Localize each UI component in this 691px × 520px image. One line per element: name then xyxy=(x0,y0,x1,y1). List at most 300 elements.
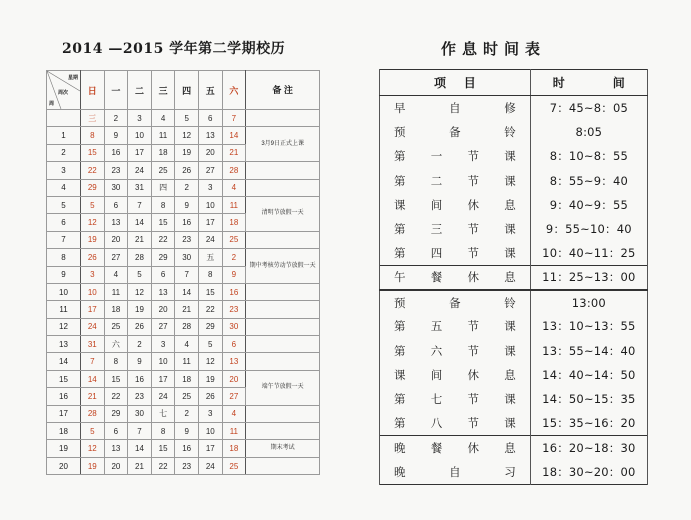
day-cell: 9 xyxy=(128,353,152,370)
day-cell: 26 xyxy=(128,318,152,335)
timetable-time-cell: 14：40~14：50 xyxy=(530,363,647,387)
day-cell: 5 xyxy=(128,266,152,283)
item-char: 节 xyxy=(467,222,479,237)
day-cell: 20 xyxy=(222,370,246,387)
day-cell: 13 xyxy=(198,127,222,144)
day-cell: 10 xyxy=(198,196,222,213)
item-char: 自 xyxy=(449,464,461,479)
timetable-body xyxy=(380,96,648,485)
item-char: 课 xyxy=(504,416,516,431)
timetable-item-cell xyxy=(380,120,531,144)
day-cell: 4 xyxy=(104,266,128,283)
timetable-time-cell: 13:00 xyxy=(530,290,647,314)
item-char: 息 xyxy=(504,441,516,456)
item-char: 预 xyxy=(394,295,406,310)
day-cell: 四 xyxy=(151,179,175,196)
timetable-item-cell xyxy=(380,144,531,168)
day-cell: 18 xyxy=(175,370,199,387)
calendar-row xyxy=(47,127,320,144)
day-cell: 29 xyxy=(198,318,222,335)
week-number-cell: 20 xyxy=(47,457,81,474)
calendar-row xyxy=(47,353,320,370)
day-cell: 9 xyxy=(222,266,246,283)
timetable-row xyxy=(380,436,648,460)
day-cell: 21 xyxy=(81,388,105,405)
day-cell: 20 xyxy=(198,144,222,161)
header-thursday: 四 xyxy=(175,71,199,110)
item-char: 节 xyxy=(467,416,479,431)
day-cell: 23 xyxy=(222,301,246,318)
timetable-row xyxy=(380,266,648,290)
item-char: 休 xyxy=(467,367,479,382)
day-cell: 23 xyxy=(128,388,152,405)
day-cell: 11 xyxy=(151,127,175,144)
header-saturday: 六 xyxy=(222,71,246,110)
day-cell: 30 xyxy=(128,405,152,422)
week-number-cell: 1 xyxy=(47,127,81,144)
day-cell: 22 xyxy=(198,301,222,318)
header-monday: 一 xyxy=(104,71,128,110)
day-cell: 6 xyxy=(198,110,222,127)
week-number-cell: 3 xyxy=(47,162,81,179)
week-number-cell: 11 xyxy=(47,301,81,318)
day-cell: 26 xyxy=(198,388,222,405)
timetable-time-cell: 8：55~9：40 xyxy=(530,168,647,192)
day-cell: 25 xyxy=(175,388,199,405)
item-char: 息 xyxy=(504,197,516,212)
day-cell: 7 xyxy=(222,110,246,127)
week-number-cell: 17 xyxy=(47,405,81,422)
item-char: 第 xyxy=(394,392,406,407)
item-char: 午 xyxy=(394,270,406,285)
day-cell: 28 xyxy=(175,318,199,335)
school-calendar-table xyxy=(46,70,320,475)
timetable-header-row xyxy=(380,70,648,96)
timetable-item-cell xyxy=(380,436,531,460)
header-time xyxy=(530,70,647,96)
day-cell: 13 xyxy=(151,283,175,300)
day-cell: 25 xyxy=(222,457,246,474)
note-cell xyxy=(246,318,320,335)
timetable-time-cell: 7：45~8：05 xyxy=(530,96,647,120)
note-cell xyxy=(246,405,320,422)
day-cell: 19 xyxy=(175,144,199,161)
day-cell: 五 xyxy=(198,249,222,266)
day-cell: 六 xyxy=(104,336,128,353)
timetable-item-cell xyxy=(380,217,531,241)
day-cell: 2 xyxy=(104,110,128,127)
day-cell: 11 xyxy=(104,283,128,300)
week-number-cell: 12 xyxy=(47,318,81,335)
timetable-item-cell xyxy=(380,193,531,217)
item-char: 休 xyxy=(467,441,479,456)
day-cell: 15 xyxy=(151,440,175,457)
day-cell: 24 xyxy=(128,162,152,179)
item-char: 二 xyxy=(430,173,443,188)
header-item-char: 目 xyxy=(463,76,476,90)
day-cell: 24 xyxy=(151,388,175,405)
item-char: 课 xyxy=(504,222,516,237)
day-cell: 2 xyxy=(175,405,199,422)
header-time-char: 间 xyxy=(612,76,625,90)
day-cell: 三 xyxy=(81,110,105,127)
day-cell: 22 xyxy=(104,388,128,405)
day-cell: 4 xyxy=(222,405,246,422)
timetable-row xyxy=(380,338,648,362)
item-char: 预 xyxy=(394,124,406,139)
week-number-cell: 7 xyxy=(47,231,81,248)
day-cell: 27 xyxy=(222,388,246,405)
timetable-row xyxy=(380,241,648,265)
day-cell: 27 xyxy=(198,162,222,179)
item-char: 餐 xyxy=(430,441,443,456)
day-cell: 11 xyxy=(175,353,199,370)
item-char: 铃 xyxy=(504,124,516,139)
day-cell: 13 xyxy=(222,353,246,370)
day-cell: 29 xyxy=(104,405,128,422)
day-cell: 6 xyxy=(151,266,175,283)
item-char: 课 xyxy=(504,392,516,407)
calendar-row xyxy=(47,179,320,196)
week-number-cell: 5 xyxy=(47,196,81,213)
timetable-time-cell: 13：10~13：55 xyxy=(530,314,647,338)
timetable-item-cell xyxy=(380,363,531,387)
item-char: 晚 xyxy=(394,441,406,456)
day-cell: 25 xyxy=(222,231,246,248)
item-char: 餐 xyxy=(430,270,443,285)
calendar-row xyxy=(47,110,320,127)
note-cell xyxy=(246,162,320,179)
timetable-row xyxy=(380,411,648,435)
day-cell: 26 xyxy=(175,162,199,179)
day-cell: 17 xyxy=(128,144,152,161)
day-cell: 21 xyxy=(175,301,199,318)
day-cell: 10 xyxy=(81,283,105,300)
item-char: 课 xyxy=(504,319,516,334)
item-char: 息 xyxy=(504,270,516,285)
day-cell: 8 xyxy=(151,196,175,213)
day-cell: 12 xyxy=(175,127,199,144)
day-cell: 18 xyxy=(104,301,128,318)
note-cell xyxy=(246,231,320,248)
timetable-row xyxy=(380,193,648,217)
day-cell: 21 xyxy=(128,457,152,474)
timetable-row xyxy=(380,314,648,338)
note-cell xyxy=(246,283,320,300)
calendar-row xyxy=(47,457,320,474)
note-cell xyxy=(246,179,320,196)
day-cell: 7 xyxy=(175,266,199,283)
day-cell: 14 xyxy=(128,440,152,457)
day-cell: 3 xyxy=(198,405,222,422)
day-cell: 9 xyxy=(104,127,128,144)
note-cell: 清明节放假一天 xyxy=(246,196,320,231)
header-item xyxy=(380,70,531,96)
item-char: 节 xyxy=(467,173,479,188)
day-cell: 18 xyxy=(151,144,175,161)
week-number-cell: 19 xyxy=(47,440,81,457)
calendar-row xyxy=(47,283,320,300)
item-char: 节 xyxy=(467,246,479,261)
day-cell: 31 xyxy=(128,179,152,196)
day-cell: 14 xyxy=(81,370,105,387)
day-cell: 16 xyxy=(222,283,246,300)
day-cell: 3 xyxy=(128,110,152,127)
day-cell: 23 xyxy=(175,457,199,474)
week-number-cell: 8 xyxy=(47,249,81,266)
item-char: 间 xyxy=(430,367,443,382)
timetable-row xyxy=(380,217,648,241)
timetable-row xyxy=(380,387,648,411)
day-cell: 22 xyxy=(151,457,175,474)
day-cell: 14 xyxy=(175,283,199,300)
note-cell xyxy=(246,336,320,353)
timetable-time-cell: 8：10~8：55 xyxy=(530,144,647,168)
item-char: 休 xyxy=(467,197,479,212)
item-char: 节 xyxy=(467,319,479,334)
day-cell: 七 xyxy=(151,405,175,422)
day-cell: 14 xyxy=(222,127,246,144)
timetable-row xyxy=(380,144,648,168)
day-cell: 24 xyxy=(198,457,222,474)
day-cell: 28 xyxy=(128,249,152,266)
week-number-cell: 4 xyxy=(47,179,81,196)
timetable-time-cell: 9：55~10：40 xyxy=(530,217,647,241)
day-cell: 28 xyxy=(81,405,105,422)
timetable-item-cell xyxy=(380,460,531,484)
day-cell: 5 xyxy=(198,336,222,353)
day-cell: 25 xyxy=(151,162,175,179)
day-cell: 2 xyxy=(222,249,246,266)
day-cell: 13 xyxy=(104,214,128,231)
day-cell: 29 xyxy=(81,179,105,196)
header-time-char: 时 xyxy=(552,76,565,90)
calendar-row xyxy=(47,370,320,387)
item-char: 铃 xyxy=(504,295,516,310)
day-cell: 11 xyxy=(222,423,246,440)
week-number-cell: 16 xyxy=(47,388,81,405)
day-cell: 5 xyxy=(81,423,105,440)
calendar-row xyxy=(47,440,320,457)
calendar-row xyxy=(47,249,320,266)
timetable-time-cell: 13：55~14：40 xyxy=(530,338,647,362)
week-number-cell: 9 xyxy=(47,266,81,283)
day-cell: 17 xyxy=(198,214,222,231)
header-sunday: 日 xyxy=(81,71,105,110)
day-cell: 12 xyxy=(198,353,222,370)
calendar-body xyxy=(47,110,320,475)
day-cell: 4 xyxy=(175,336,199,353)
timetable-title: 作息时间表 xyxy=(441,40,547,58)
header-item-char: 项 xyxy=(434,76,447,90)
day-cell: 12 xyxy=(81,214,105,231)
item-char: 节 xyxy=(467,343,479,358)
day-cell: 8 xyxy=(151,423,175,440)
item-char: 备 xyxy=(449,124,461,139)
day-cell: 6 xyxy=(104,196,128,213)
week-number-cell: 10 xyxy=(47,283,81,300)
timetable-item-cell xyxy=(380,290,531,314)
item-char: 节 xyxy=(467,392,479,407)
item-char: 课 xyxy=(394,367,406,382)
day-cell: 6 xyxy=(104,423,128,440)
item-char: 第 xyxy=(394,416,406,431)
note-cell xyxy=(246,457,320,474)
item-char: 六 xyxy=(430,343,443,358)
day-cell: 31 xyxy=(81,336,105,353)
day-cell: 30 xyxy=(222,318,246,335)
timetable-item-cell xyxy=(380,96,531,120)
day-cell: 27 xyxy=(104,249,128,266)
day-cell: 9 xyxy=(175,196,199,213)
day-cell: 13 xyxy=(104,440,128,457)
timetable-row xyxy=(380,96,648,120)
day-cell: 24 xyxy=(81,318,105,335)
calendar-row xyxy=(47,301,320,318)
day-cell: 24 xyxy=(198,231,222,248)
item-char: 五 xyxy=(430,319,443,334)
calendar-row xyxy=(47,423,320,440)
timetable-time-cell: 8:05 xyxy=(530,120,647,144)
item-char: 第 xyxy=(394,246,406,261)
note-cell xyxy=(246,301,320,318)
timetable-time-cell: 18：30~20：00 xyxy=(530,460,647,484)
header-wednesday: 三 xyxy=(151,71,175,110)
day-cell: 5 xyxy=(175,110,199,127)
corner-label-weekday: 星期 xyxy=(67,75,78,81)
week-number-cell: 13 xyxy=(47,336,81,353)
note-cell xyxy=(246,353,320,370)
calendar-title: 2014 —2015 学年第二学期校历 xyxy=(62,41,286,57)
timetable-row xyxy=(380,460,648,484)
timetable-item-cell xyxy=(380,168,531,192)
item-char: 备 xyxy=(449,295,461,310)
day-cell: 9 xyxy=(175,423,199,440)
header-tuesday: 二 xyxy=(128,71,152,110)
day-cell: 7 xyxy=(81,353,105,370)
day-cell: 7 xyxy=(128,423,152,440)
note-cell: 期末考试 xyxy=(246,440,320,457)
day-cell: 27 xyxy=(151,318,175,335)
day-cell: 3 xyxy=(151,336,175,353)
item-char: 节 xyxy=(467,149,479,164)
item-char: 第 xyxy=(394,149,406,164)
item-char: 自 xyxy=(449,100,461,115)
day-cell: 17 xyxy=(198,440,222,457)
day-cell: 23 xyxy=(104,162,128,179)
note-cell: 期中考核劳动节放假一天 xyxy=(246,249,320,284)
day-cell: 18 xyxy=(222,214,246,231)
day-cell: 16 xyxy=(175,440,199,457)
timetable-time-cell: 9：40~9：55 xyxy=(530,193,647,217)
week-number-cell: 6 xyxy=(47,214,81,231)
day-cell: 12 xyxy=(128,283,152,300)
timetable-row xyxy=(380,168,648,192)
day-cell: 28 xyxy=(222,162,246,179)
day-cell: 15 xyxy=(198,283,222,300)
item-char: 四 xyxy=(430,246,443,261)
day-cell: 8 xyxy=(104,353,128,370)
timetable-item-cell xyxy=(380,266,531,290)
day-cell: 4 xyxy=(151,110,175,127)
day-cell: 14 xyxy=(128,214,152,231)
header-friday: 五 xyxy=(198,71,222,110)
day-cell: 4 xyxy=(222,179,246,196)
day-cell: 16 xyxy=(104,144,128,161)
note-cell: 3月9日正式上课 xyxy=(246,127,320,162)
day-cell: 16 xyxy=(175,214,199,231)
item-char: 七 xyxy=(430,392,443,407)
day-cell: 20 xyxy=(104,457,128,474)
item-char: 修 xyxy=(504,100,516,115)
day-cell: 29 xyxy=(151,249,175,266)
day-cell: 17 xyxy=(81,301,105,318)
day-cell: 8 xyxy=(198,266,222,283)
day-cell: 17 xyxy=(151,370,175,387)
item-char: 息 xyxy=(504,367,516,382)
calendar-row xyxy=(47,162,320,179)
week-number-cell: 18 xyxy=(47,423,81,440)
item-char: 一 xyxy=(430,149,443,164)
item-char: 休 xyxy=(467,270,479,285)
day-cell: 12 xyxy=(81,440,105,457)
item-char: 课 xyxy=(504,343,516,358)
item-char: 习 xyxy=(504,464,516,479)
item-char: 第 xyxy=(394,319,406,334)
day-cell: 7 xyxy=(128,196,152,213)
week-number-cell: 15 xyxy=(47,370,81,387)
day-cell: 26 xyxy=(81,249,105,266)
day-cell: 20 xyxy=(104,231,128,248)
day-cell: 23 xyxy=(175,231,199,248)
item-char: 课 xyxy=(504,149,516,164)
day-cell: 21 xyxy=(128,231,152,248)
day-cell: 19 xyxy=(81,457,105,474)
day-cell: 2 xyxy=(128,336,152,353)
header-notes: 备 注 xyxy=(246,71,320,110)
corner-label-week: 周 xyxy=(49,101,55,107)
day-cell: 30 xyxy=(175,249,199,266)
timetable-item-cell xyxy=(380,241,531,265)
timetable-time-cell: 16：20~18：30 xyxy=(530,436,647,460)
timetable-item-cell xyxy=(380,411,531,435)
item-char: 课 xyxy=(504,246,516,261)
note-cell xyxy=(246,423,320,440)
calendar-row xyxy=(47,405,320,422)
item-char: 第 xyxy=(394,222,406,237)
day-cell: 15 xyxy=(81,144,105,161)
item-char: 第 xyxy=(394,173,406,188)
day-cell: 5 xyxy=(81,196,105,213)
day-cell: 18 xyxy=(222,440,246,457)
day-cell: 6 xyxy=(222,336,246,353)
day-cell: 19 xyxy=(128,301,152,318)
calendar-row xyxy=(47,231,320,248)
calendar-row xyxy=(47,318,320,335)
calendar-header-row xyxy=(47,71,320,110)
day-cell: 20 xyxy=(151,301,175,318)
day-cell: 16 xyxy=(128,370,152,387)
timetable-table xyxy=(379,69,648,485)
item-char: 三 xyxy=(430,222,443,237)
day-cell: 8 xyxy=(81,127,105,144)
timetable-item-cell xyxy=(380,387,531,411)
day-cell: 2 xyxy=(175,179,199,196)
day-cell: 19 xyxy=(81,231,105,248)
day-cell: 30 xyxy=(104,179,128,196)
item-char: 间 xyxy=(430,197,443,212)
note-cell xyxy=(246,110,320,127)
